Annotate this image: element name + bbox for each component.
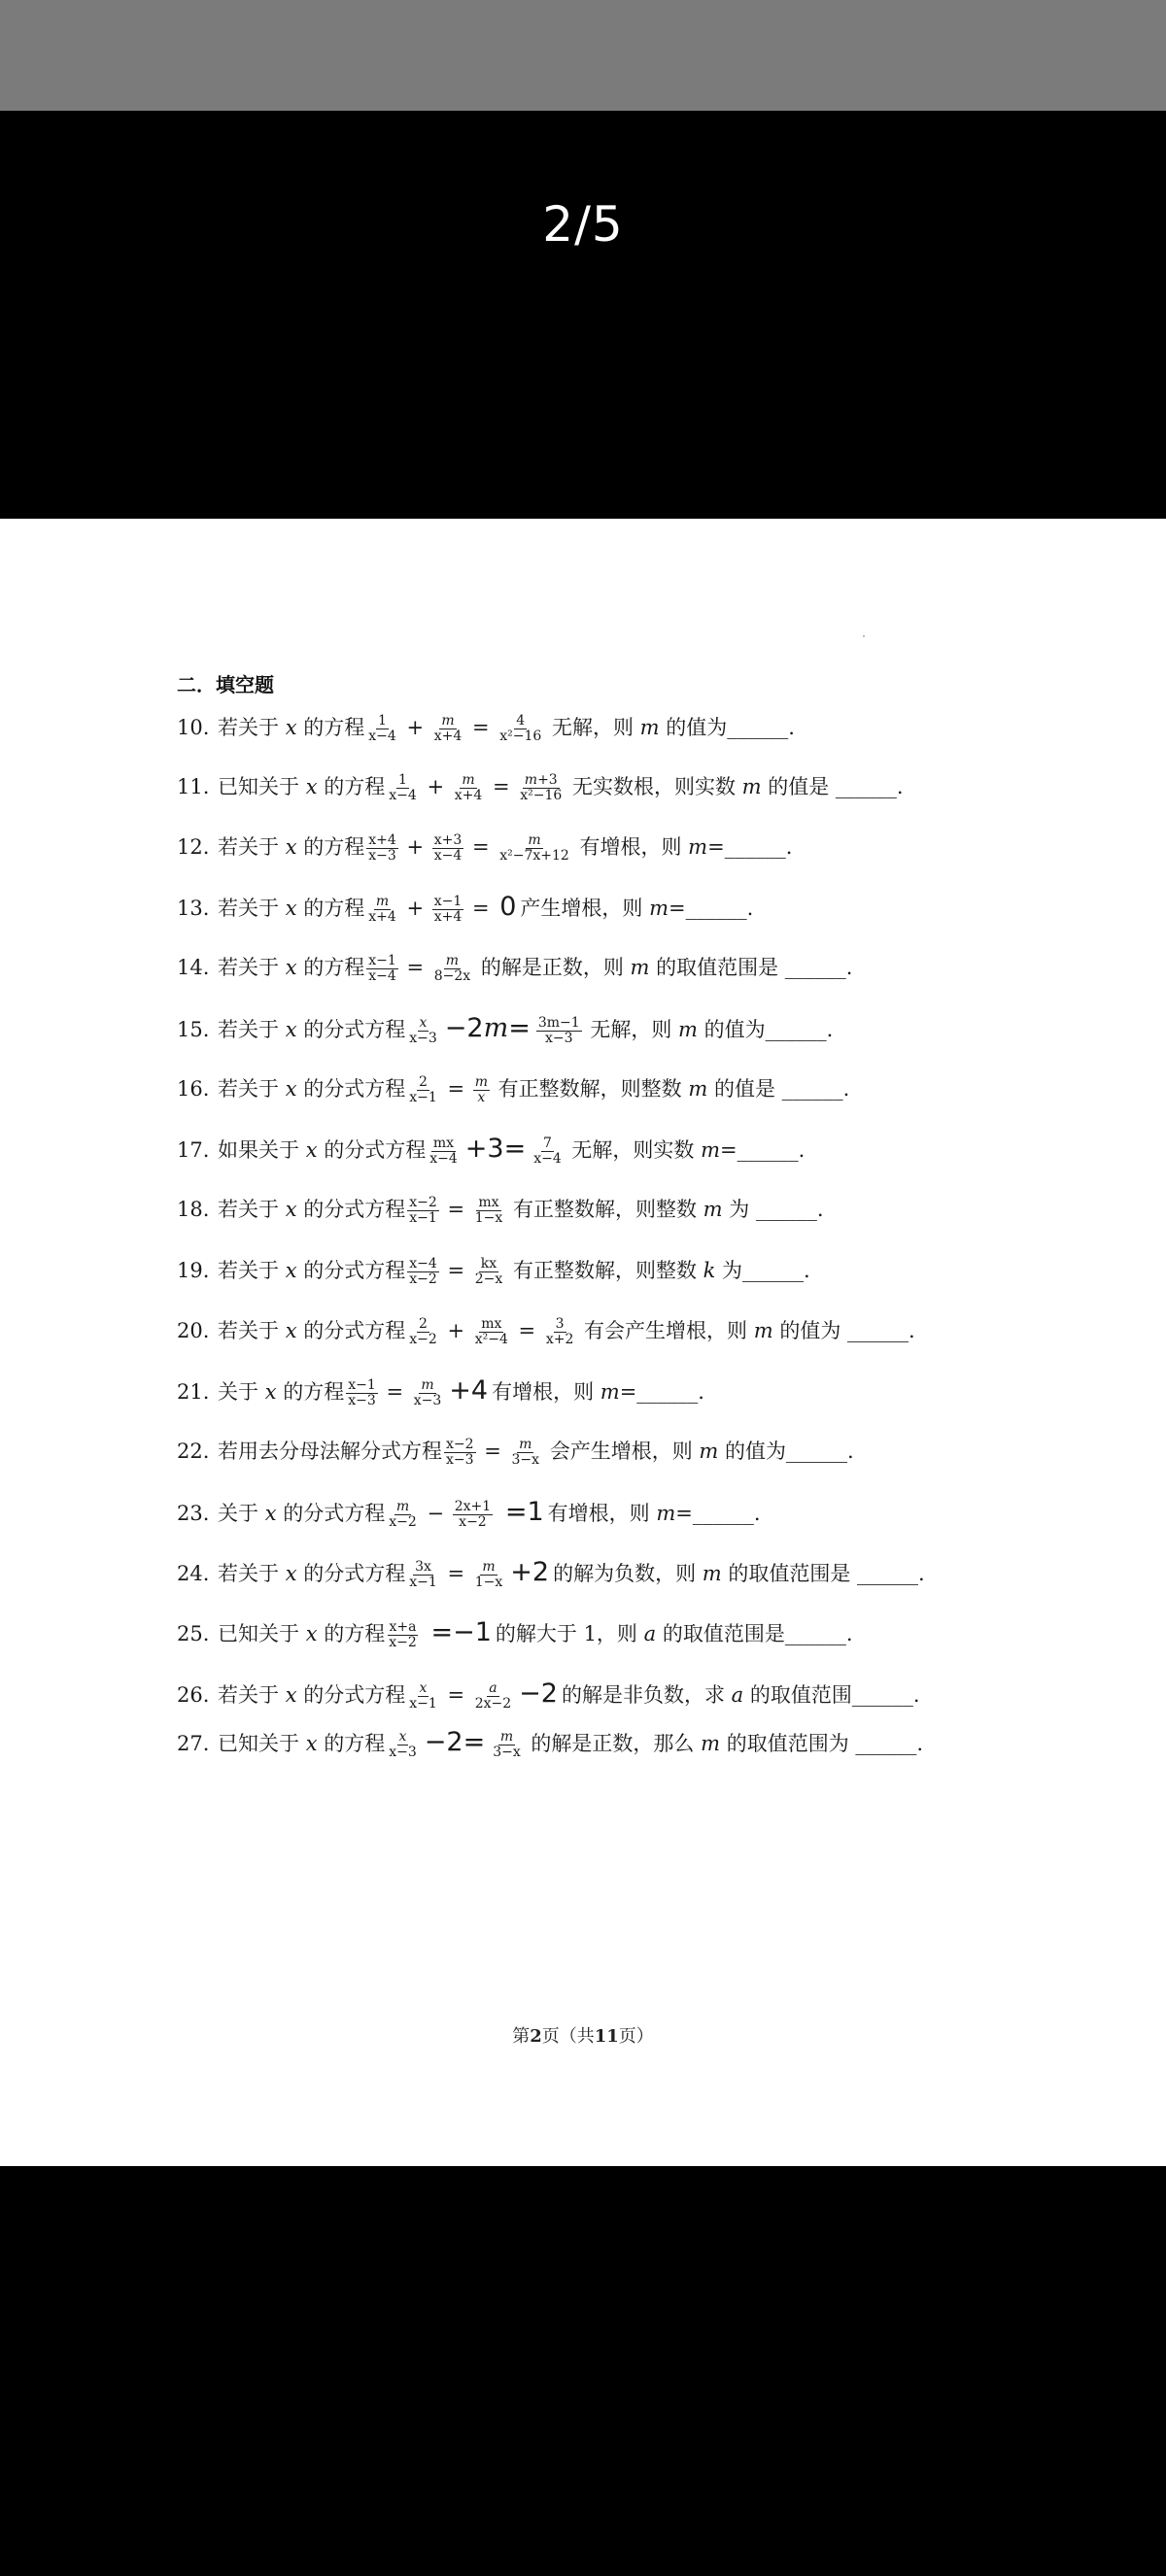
question-number: 17. — [177, 1138, 210, 1162]
question-number: 12. — [177, 835, 210, 859]
question-22: 22. 若用去分母法解分式方程 $\frac{x-2}{x-3}$ = $\frac{m}{3-x}$ 会产生增根，则 m 的值为______. — [177, 1432, 854, 1471]
page-footer — [0, 2022, 1166, 2048]
section-title: 二．填空题 — [177, 673, 274, 696]
question-number: 13. — [177, 897, 210, 920]
question-number: 27. — [177, 1732, 210, 1755]
status-bar — [0, 0, 1166, 111]
question-number: 15. — [177, 1018, 210, 1041]
question-27: 27. 已知关于 x 的方程 $\frac{x}{x-3}$ −2= $\frac{m}{3-x}$ 的解是正数，那么 m 的取值范围为 ______. — [177, 1723, 923, 1762]
question-number: 10. — [177, 716, 210, 739]
question-number: 25. — [177, 1622, 210, 1645]
question-number: 26. — [177, 1683, 210, 1707]
viewer-header — [0, 111, 1166, 519]
question-12: 12. 若关于 x 的方程 $\frac{x+4}{x-3}$ + $\frac{x+3}{x-4}$ = $\frac{m}{\text{x²−7x+12}}$ 有增根，则 m=______. — [177, 828, 792, 866]
question-number: 21. — [177, 1380, 210, 1404]
question-25: 25. 已知关于 x 的方程 $\frac{x+a}{x-2}$ =−1 的解大于 1，则 a 的取值范围是______. — [177, 1613, 853, 1652]
question-10: 10. 若关于 x 的方程 $\frac{1}{x-4}$ + $\frac{m}{x+4}$ = $\frac{4}{\text{x²−16}}$ 无解，则 m 的值为______. — [177, 708, 795, 747]
question-number: 22. — [177, 1440, 210, 1463]
question-number: 24. — [177, 1562, 210, 1585]
question-number: 11. — [177, 775, 210, 798]
question-19: 19. 若关于 x 的分式方程 $\frac{x-4}{x-2}$ = $\frac{kx}{2-x}$ 有正整数解，则整数 k 为______. — [177, 1251, 810, 1290]
question-13: 13. 若关于 x 的方程 $\frac{m}{x+4}$ + $\frac{x-1}{x+4}$ = 0 产生增根，则 m=______. — [177, 888, 753, 927]
question-18: 18. 若关于 x 的分式方程 $\frac{x-2}{x-1}$ = $\frac{mx}{1-x}$ 有正整数解，则整数 m 为 ______. — [177, 1190, 824, 1229]
question-26: 26. 若关于 x 的分式方程 $\frac{x}{x-1}$ = $\frac{a}{2x-2}$ −2 的解是非负数，求 a 的取值范围______. — [177, 1675, 920, 1713]
footer-total-pages: 11 — [594, 2026, 619, 2047]
footer-text: 页） — [618, 2026, 654, 2047]
question-20: 20. 若关于 x 的分式方程 $\frac{2}{x-2}$ + $\frac{mx}{\text{x²−4}}$ = $\frac{3}{x+2}$ 有会产生增根，则 m 的值为 ______. — [177, 1311, 915, 1350]
question-11: 11. 已知关于 x 的方程 $\frac{1}{x-4}$ + $\frac{m}{x+4}$ = $\frac{m+3}{\text{x²−16}}$ 无实数根，则实数 m 的值是 ______. — [177, 767, 904, 806]
question-16: 16. 若关于 x 的分式方程 $\frac{2}{x-1}$ = $\frac{m}{x}$ 有正整数解，则整数 m 的值是 ______. — [177, 1069, 849, 1108]
viewer-bottom-area — [0, 2166, 1166, 2576]
page-counter: 2/5 — [542, 196, 624, 253]
question-number: 20. — [177, 1319, 210, 1342]
footer-text: 第 — [512, 2026, 531, 2047]
question-15: 15. 若关于 x 的分式方程 $\frac{x}{x-3}$ −2m= $\frac{3m-1}{x-3}$ 无解，则 m 的值为______. — [177, 1009, 833, 1048]
question-24: 24. 若关于 x 的分式方程 $\frac{3x}{x-1}$ = $\frac{m}{1-x}$ +2 的解为负数，则 m 的取值范围是 ______. — [177, 1553, 925, 1592]
question-14: 14. 若关于 x 的方程 $\frac{x-1}{x-4}$ = $\frac{m}{8-2x}$ 的解是正数，则 m 的取值范围是 ______. — [177, 948, 852, 987]
question-number: 19. — [177, 1259, 210, 1282]
question-23: 23. 关于 x 的分式方程 $\frac{m}{x-2}$ − $\frac{2x+1}{x-2}$ =1 有增根，则 m=______. — [177, 1493, 761, 1532]
question-17: 17. 如果关于 x 的分式方程 $\frac{mx}{x-4}$ +3= $\frac{7}{x-4}$ 无解，则实数 m=______. — [177, 1130, 805, 1169]
question-number: 18. — [177, 1198, 210, 1221]
question-number: 14. — [177, 956, 210, 979]
footer-text: 页（共 — [541, 2026, 595, 2047]
footer-page-number: 2 — [530, 2026, 542, 2047]
question-number: 16. — [177, 1077, 210, 1101]
document-page[interactable] — [0, 519, 1166, 2166]
question-21: 21. 关于 x 的方程 $\frac{x-1}{x-3}$ = $\frac{m}{x-3}$ +4 有增根，则 m=______. — [177, 1372, 704, 1410]
question-number: 23. — [177, 1502, 210, 1525]
scan-speck — [863, 635, 865, 637]
